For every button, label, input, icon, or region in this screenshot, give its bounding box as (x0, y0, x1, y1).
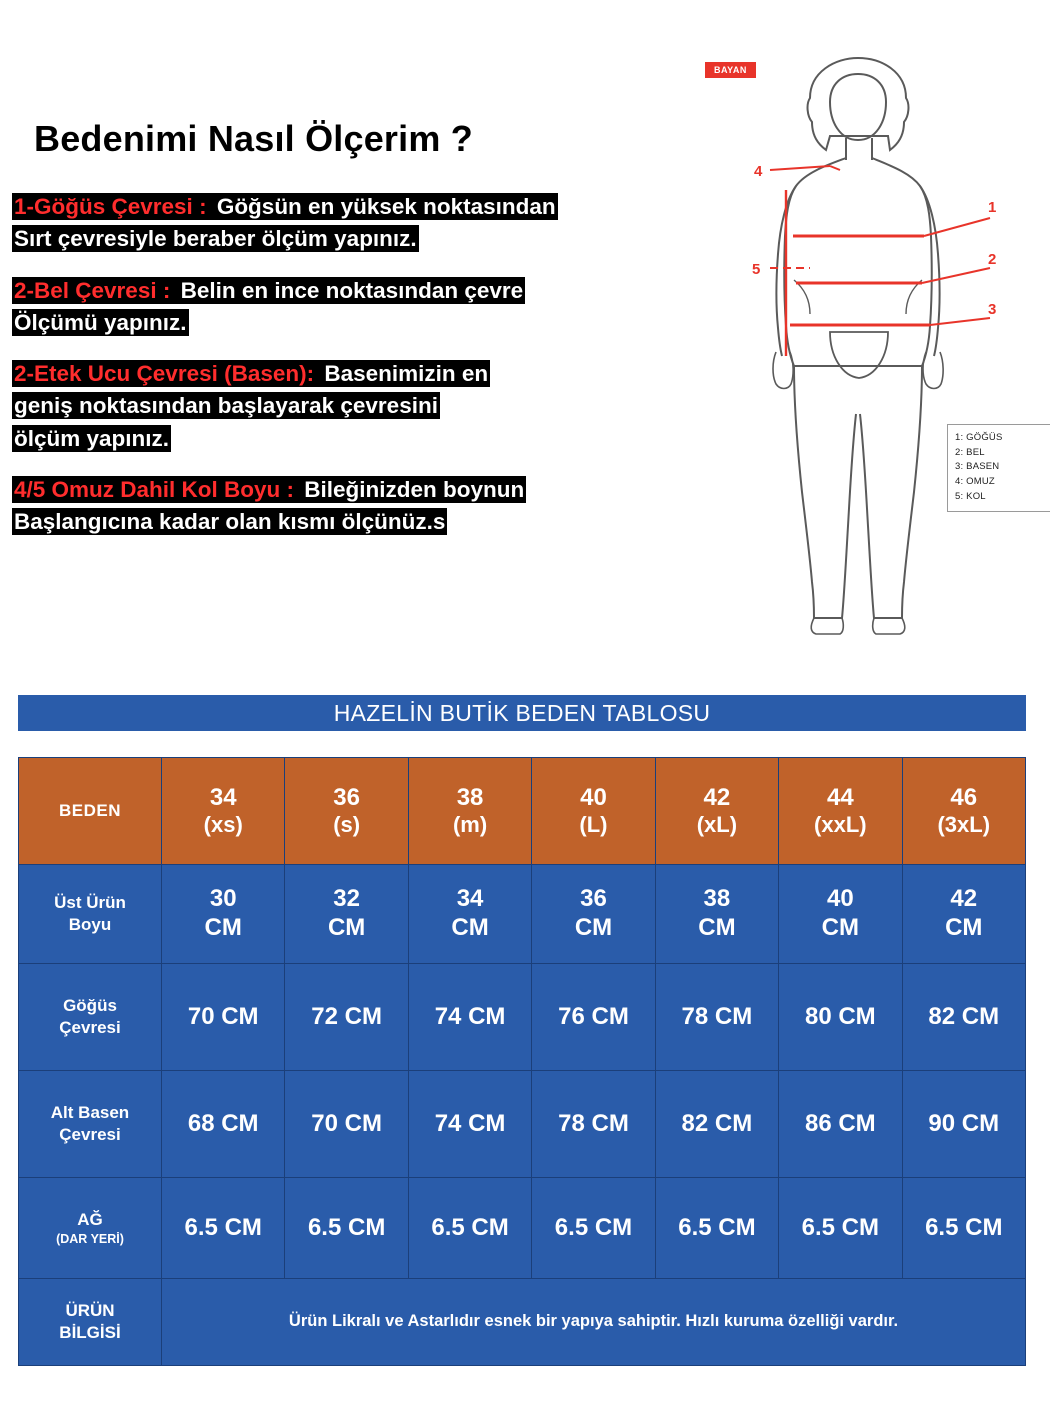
size-number: 44 (826, 783, 854, 811)
table-banner-title: HAZELİN BUTİK BEDEN TABLOSU (18, 695, 1026, 731)
instruction-text: ölçüm yapınız. (14, 425, 170, 451)
header-beden: BEDEN (19, 758, 162, 865)
instruction-text: Sırt çevresiyle beraber ölçüm yapınız. (14, 226, 417, 252)
size-letter: (xxL) (814, 812, 867, 838)
cell-unit: CM (204, 914, 242, 941)
row-label (19, 865, 162, 964)
instruction-text: Basenimizin en (318, 361, 489, 386)
female-body-outline-icon (690, 40, 1040, 650)
cell-number: 30 (209, 885, 237, 913)
cell-value: 80 CM (779, 964, 902, 1071)
header-size-42 (655, 758, 778, 865)
size-letter: (xs) (203, 812, 243, 838)
cell-value (532, 865, 655, 964)
instruction-line (12, 224, 692, 253)
instruction-heading: 2-Etek Ucu Çevresi (Basen): (14, 361, 315, 386)
cell-value: 6.5 CM (532, 1178, 655, 1279)
cell-value: 6.5 CM (779, 1178, 902, 1279)
marker-4: 4 (754, 163, 763, 180)
cell-value: 74 CM (408, 964, 531, 1071)
row-label-line2: Çevresi (59, 1125, 121, 1144)
cell-number: 36 (580, 885, 607, 913)
cell-value: 76 CM (532, 964, 655, 1071)
body-measurement-figure (690, 40, 1040, 650)
cell-value: 82 CM (902, 964, 1025, 1071)
cell-value: 82 CM (655, 1071, 778, 1178)
instruction-text: Ölçümü yapınız. (14, 309, 187, 335)
instruction-text: Belin en ince noktasından çevre (174, 277, 524, 303)
cell-value: 68 CM (162, 1071, 285, 1178)
row-label-line1: AĞ (77, 1209, 103, 1229)
cell-value: 78 CM (655, 964, 778, 1071)
instruction-text: Göğsün en yüksek noktasından (210, 194, 556, 219)
header-size-40 (532, 758, 655, 865)
row-label-line2: Çevresi (59, 1018, 121, 1037)
instruction-line (12, 359, 692, 388)
row-label-line1: Alt Basen (50, 1102, 130, 1122)
legend-item-bel: 2: BEL (955, 446, 985, 458)
cell-value (779, 865, 902, 964)
cell-value (408, 865, 531, 964)
cell-number: 32 (333, 885, 360, 913)
product-info-text: Ürün Likralı ve Astarlıdır esnek bir yapıya sahiptir. Hızlı kuruma özelliği vardır. (162, 1279, 1026, 1366)
size-letter: (s) (333, 812, 361, 838)
header-size-44 (779, 758, 902, 865)
header-size-36 (285, 758, 408, 865)
size-number: 34 (209, 783, 237, 811)
cell-value (285, 865, 408, 964)
size-chart-table (18, 757, 1026, 1366)
cell-value: 86 CM (779, 1071, 902, 1178)
cell-unit: CM (945, 914, 983, 941)
size-number: 40 (580, 783, 607, 811)
cell-unit: CM (451, 914, 489, 941)
instruction-heading: 4/5 Omuz Dahil Kol Boyu : (14, 476, 295, 502)
cell-value: 70 CM (285, 1071, 408, 1178)
table-header-row (19, 758, 1026, 865)
legend-item-gogus: 1: GÖĞÜS (955, 432, 1003, 443)
table-row-urun-bilgisi (19, 1279, 1026, 1366)
cell-value: 70 CM (162, 964, 285, 1071)
marker-5: 5 (752, 261, 761, 278)
cell-number: 38 (703, 885, 731, 913)
marker-1: 1 (988, 199, 997, 216)
size-letter: (L) (579, 812, 608, 838)
cell-number: 40 (826, 885, 854, 913)
legend-item-kol: 5: KOL (955, 490, 986, 502)
size-letter: (3xL) (937, 812, 991, 838)
row-label-line1: Göğüs (63, 995, 117, 1015)
cell-value: 90 CM (902, 1071, 1025, 1178)
bayan-badge: BAYAN (705, 62, 756, 78)
table-row-ag (19, 1178, 1026, 1279)
row-label (19, 1178, 162, 1279)
cell-value: 78 CM (532, 1071, 655, 1178)
marker-2: 2 (988, 251, 997, 268)
cell-value: 6.5 CM (285, 1178, 408, 1279)
size-number: 36 (333, 783, 360, 811)
instruction-text: geniş noktasından başlayarak çevresini (14, 393, 438, 419)
table-row-gogus-cevresi (19, 964, 1026, 1071)
marker-3: 3 (988, 301, 997, 318)
cell-unit: CM (574, 914, 613, 941)
instruction-line (12, 475, 692, 504)
row-label-line1: Üst Ürün (54, 892, 126, 912)
header-size-34 (162, 758, 285, 865)
cell-value: 72 CM (285, 964, 408, 1071)
instruction-line (12, 424, 692, 453)
cell-value (902, 865, 1025, 964)
instruction-item-4 (12, 475, 692, 537)
row-label-line2: Boyu (68, 915, 112, 934)
instruction-line (12, 391, 692, 420)
legend-item-basen: 3: BASEN (955, 461, 1000, 473)
table-row-ust-urun-boyu (19, 865, 1026, 964)
cell-value: 6.5 CM (655, 1178, 778, 1279)
header-size-46 (902, 758, 1025, 865)
size-letter: (m) (452, 812, 488, 838)
cell-unit: CM (327, 914, 366, 941)
figure-legend (947, 424, 1050, 512)
cell-value: 6.5 CM (902, 1178, 1025, 1279)
cell-value: 74 CM (408, 1071, 531, 1178)
row-label (19, 964, 162, 1071)
row-label (19, 1071, 162, 1178)
cell-number: 34 (456, 885, 484, 913)
size-number: 42 (703, 783, 731, 811)
instruction-text: Bileğinizden boynun (298, 476, 525, 502)
instruction-item-1 (12, 192, 692, 254)
instruction-item-2 (12, 276, 692, 338)
page-title: Bedenimi Nasıl Ölçerim ? (34, 118, 473, 159)
cell-value: 6.5 CM (408, 1178, 531, 1279)
instruction-line (12, 308, 692, 337)
cell-value (655, 865, 778, 964)
row-label (19, 1279, 162, 1366)
size-letter: (xL) (696, 812, 738, 838)
instruction-line (12, 507, 692, 536)
table-row-alt-basen-cevresi (19, 1071, 1026, 1178)
size-number: 38 (456, 783, 484, 811)
cell-value: 6.5 CM (162, 1178, 285, 1279)
row-label-line2: BİLGİSİ (59, 1323, 121, 1342)
instruction-item-3 (12, 359, 692, 453)
instruction-text: Başlangıcına kadar olan kısmı ölçünüz.s (14, 509, 446, 534)
legend-item-omuz: 4: OMUZ (955, 476, 995, 488)
size-number: 46 (950, 783, 978, 811)
cell-unit: CM (698, 914, 736, 941)
cell-value (162, 865, 285, 964)
measurement-instructions (12, 192, 692, 558)
instruction-heading: 1-Göğüs Çevresi : (14, 194, 207, 219)
instruction-heading: 2-Bel Çevresi : (14, 277, 171, 303)
cell-number: 42 (950, 885, 978, 913)
instruction-line (12, 192, 692, 221)
header-size-38 (408, 758, 531, 865)
instruction-line (12, 276, 692, 305)
row-label-line2: (DAR YERİ) (56, 1231, 124, 1246)
cell-unit: CM (821, 914, 859, 941)
row-label-line1: ÜRÜN (65, 1300, 115, 1320)
